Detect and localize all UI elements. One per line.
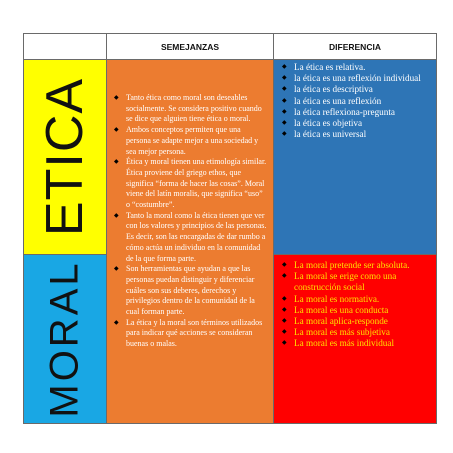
diferencia-moral-item: ◆ La moral se erige como una construcción social xyxy=(282,271,432,293)
semejanza-item: ◆ Ambos conceptos permiten que una persona se adapte mejor a una sociedad y sea mejor persona. xyxy=(114,125,267,157)
diferencia-moral-cell xyxy=(273,254,437,424)
diferencia-etica-list xyxy=(282,62,432,140)
diferencia-etica-item: ◆ La ética es relativa. xyxy=(282,62,432,73)
diferencia-etica-item: ◆ la ética es descriptiva xyxy=(282,84,432,95)
header-semejanzas: SEMEJANZAS xyxy=(106,33,274,60)
comparison-table xyxy=(23,33,437,424)
diferencia-moral-list xyxy=(282,260,432,350)
moral-label: MORAL xyxy=(42,260,87,418)
diferencia-etica-item: ◆ la ética es universal xyxy=(282,129,432,140)
semejanza-item: ◆ Tanto la moral como la ética tienen que ver con los valores y principios de las personas. Es decir, son las encargadas de dar rumbo a cómo actúa un individuo en la comunidad de la que forma parte. xyxy=(114,211,267,265)
diferencia-moral-item: ◆ La moral es más individual xyxy=(282,338,432,349)
diferencia-moral-item: ◆ La moral es normativa. xyxy=(282,294,432,305)
diferencia-etica-item: ◆ la ética es una reflexión xyxy=(282,96,432,107)
etica-label-cell xyxy=(23,59,107,255)
diferencia-moral-item: ◆ La moral es más subjetiva xyxy=(282,327,432,338)
semejanza-item: ◆ Son herramientas que ayudan a que las personas puedan distinguir y diferenciar cuáles son sus deberes, derechos y privilegios dentro de la comunidad de la cual forman parte. xyxy=(114,264,267,318)
semejanzas-cell xyxy=(106,59,274,424)
semejanza-item: ◆ Tanto ética como moral son deseables socialmente. Se considera positivo cuando se dice que alguien tiene ética o moral. xyxy=(114,93,267,125)
diferencia-moral-item: ◆ La moral es una conducta xyxy=(282,305,432,316)
semejanzas-list xyxy=(114,93,267,350)
moral-label-cell xyxy=(23,254,107,424)
header-blank-cell xyxy=(23,33,107,60)
header-diferencia: DIFERENCIA xyxy=(273,33,437,60)
diferencia-etica-item: ◆ la ética es objetiva xyxy=(282,118,432,129)
diferencia-moral-item: ◆ La moral pretende ser absoluta. xyxy=(282,260,432,271)
semejanza-item: ◆ Ética y moral tienen una etimología similar. Ética proviene del griego ethos, que significa “forma de hacer las cosas”. Moral viene del latín moralis, que significa “uso” o “costumbre”. xyxy=(114,157,267,211)
etica-label: ETICA xyxy=(36,77,94,237)
diferencia-moral-item: ◆ La moral aplica-responde xyxy=(282,316,432,327)
diferencia-etica-item: ◆ la ética es una reflexión individual xyxy=(282,73,432,84)
diferencia-etica-item: ◆ la ética reflexiona-pregunta xyxy=(282,107,432,118)
diferencia-etica-cell xyxy=(273,59,437,255)
semejanza-item: ◆ La ética y la moral son términos utilizados para indicar qué acciones se consideran buenas o malas. xyxy=(114,318,267,350)
